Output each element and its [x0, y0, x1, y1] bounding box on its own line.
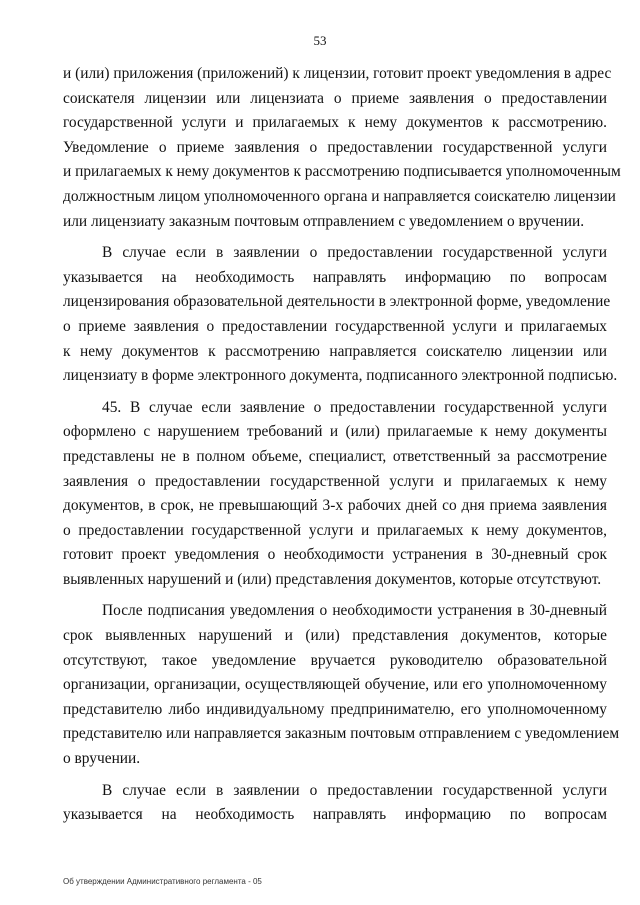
- text-line: представителю либо индивидуальному предпринимателю, его уполномоченному: [63, 700, 607, 718]
- text-line: указывается на необходимость направлять информацию по вопросам: [63, 806, 607, 824]
- text-line: о предоставлении государственной услуги и прилагаемых к нему документов,: [63, 521, 607, 539]
- document-body: [63, 62, 621, 835]
- text-line: заявления о предоставлении государственной услуги и прилагаемых к нему: [63, 472, 607, 490]
- text-line: лицензиату в форме электронного документа, подписанного электронной подписью.: [63, 367, 618, 385]
- paragraph-1: [63, 62, 621, 234]
- text-line: представлены не в полном объеме, специалист, ответственный за рассмотрение: [63, 447, 607, 465]
- text-line: о вручении.: [63, 750, 141, 768]
- text-line: После подписания уведомления о необходимости устранения в 30-дневный: [102, 602, 607, 620]
- text-line: или лицензиату заказным почтовым отправлением с уведомлением о вручении.: [63, 212, 585, 230]
- text-line: представителю или направляется заказным почтовым отправлением с уведомлением: [63, 725, 620, 743]
- text-line: о приеме заявления о предоставлении государственной услуги и прилагаемых: [63, 317, 607, 335]
- text-line: организации, организации, осуществляющей обучение, или его уполномоченному: [63, 676, 607, 694]
- text-line: должностным лицом уполномоченного органа и направляется соискателю лицензии: [63, 187, 616, 205]
- paragraph-5: [63, 779, 607, 828]
- text-line: срок выявленных нарушений и (или) представления документов, которые: [63, 627, 607, 645]
- text-line: Уведомление о приеме заявления о предоставлении государственной услуги: [63, 138, 607, 156]
- text-line: В случае если в заявлении о предоставлении государственной услуги: [102, 244, 607, 262]
- text-line: 45. В случае если заявление о предоставлении государственной услуги: [102, 398, 607, 416]
- paragraph-3: [63, 396, 607, 593]
- page-number: 53: [313, 33, 327, 48]
- text-line: оформлено с нарушением требований и (или) прилагаемые к нему документы: [63, 423, 607, 441]
- paragraph-2: [63, 241, 618, 389]
- footer-document-reference: Об утверждении Административного регламента - 05: [63, 877, 262, 886]
- text-line: В случае если в заявлении о предоставлении государственной услуги: [102, 781, 607, 799]
- text-line: отсутствуют, такое уведомление вручается руководителю образовательной: [63, 651, 607, 669]
- text-line: к нему документов к рассмотрению направляется соискателю лицензии или: [63, 342, 607, 360]
- text-line: лицензирования образовательной деятельности в электронной форме, уведомление: [63, 293, 611, 311]
- text-line: готовит проект уведомления о необходимости устранения в 30-дневный срок: [63, 546, 607, 564]
- text-line: и прилагаемых к нему документов к рассмотрению подписывается уполномоченным: [63, 163, 621, 181]
- text-line: документов, в срок, не превышающий 3-х рабочих дней со дня приема заявления: [63, 497, 607, 515]
- text-line: и (или) приложения (приложений) к лицензии, готовит проект уведомления в адрес: [63, 65, 612, 82]
- text-line: указывается на необходимость направлять информацию по вопросам: [63, 268, 607, 286]
- text-line: соискателя лицензии или лицензиата о приеме заявления о предоставлении: [63, 89, 607, 107]
- paragraph-4: [63, 599, 620, 771]
- text-line: государственной услуги и прилагаемых к нему документов к рассмотрению.: [63, 114, 607, 132]
- text-line: выявленных нарушений и (или) представления документов, которые отсутствуют.: [63, 570, 602, 588]
